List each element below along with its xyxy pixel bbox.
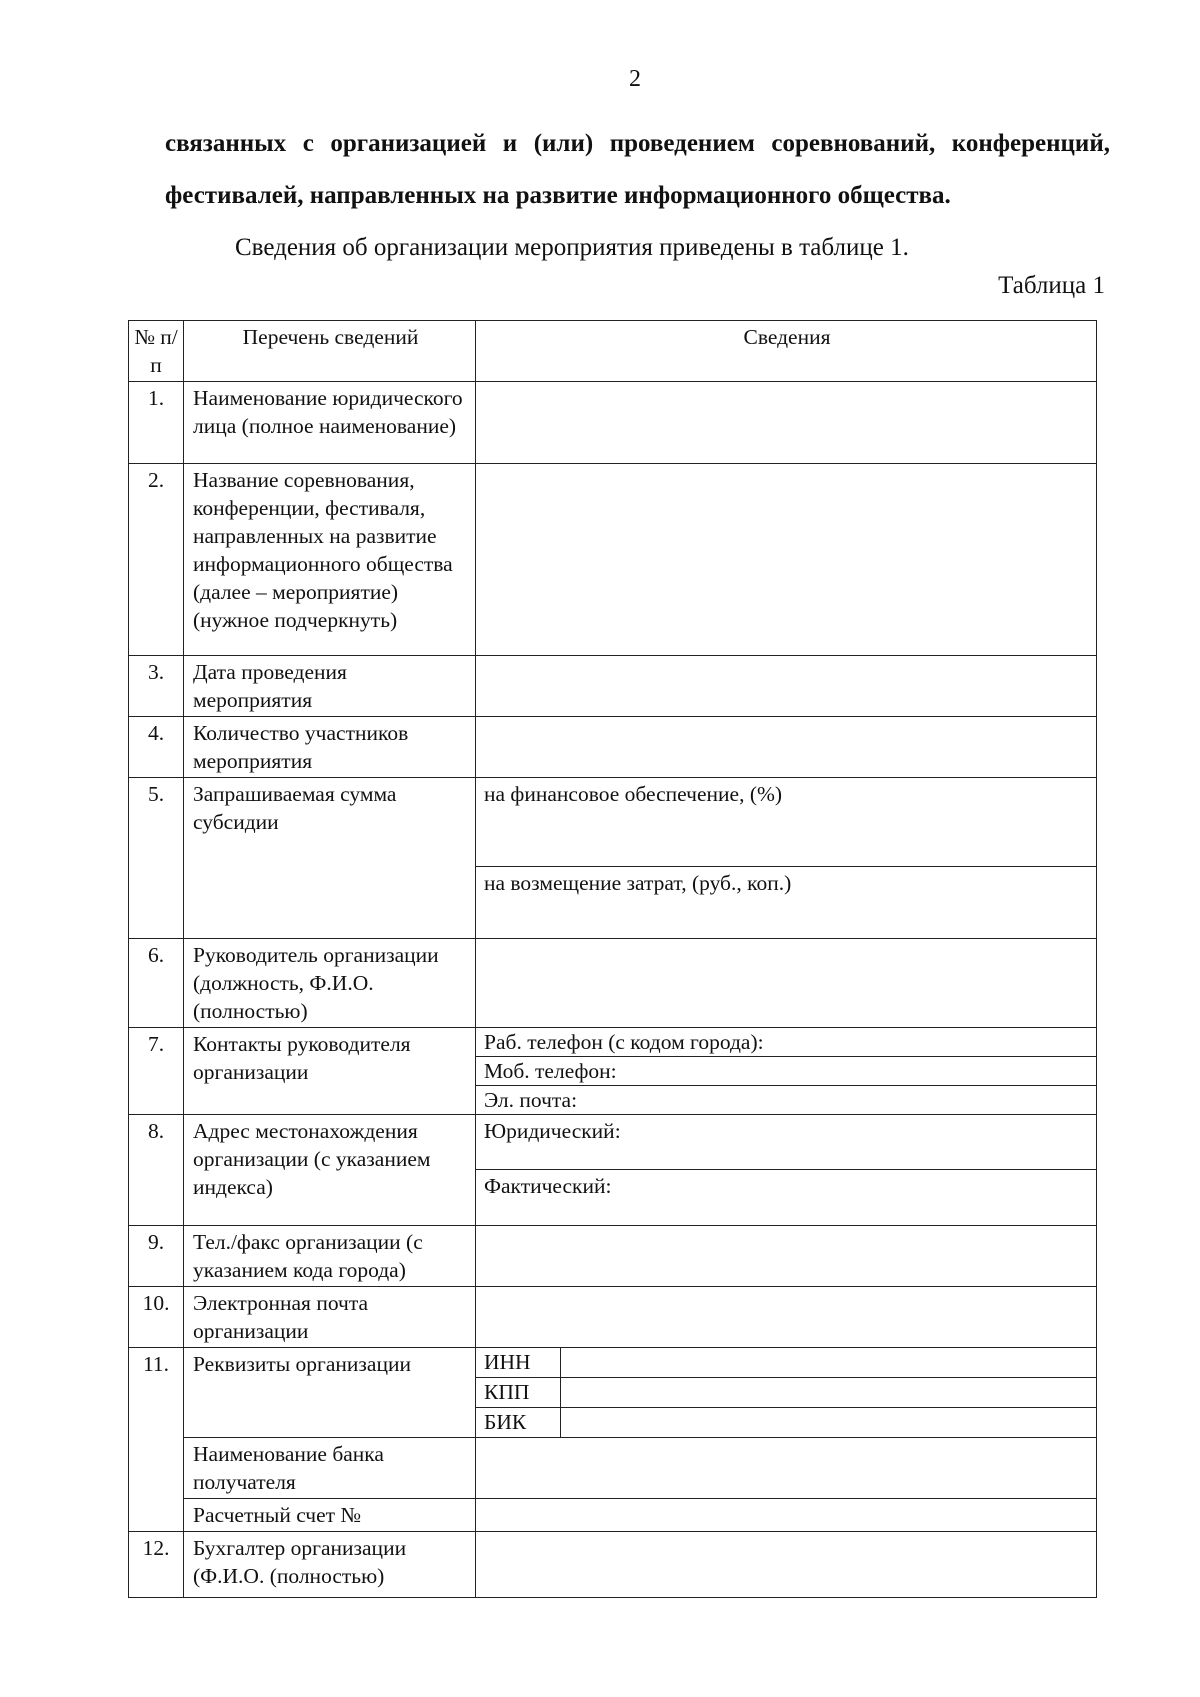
row-value-field[interactable]: [476, 717, 1097, 778]
intro-line-1: связанных с организацией и (или) проведением соревнований, конференций,: [165, 130, 1110, 157]
inn-field[interactable]: [561, 1348, 1096, 1377]
actual-address-field[interactable]: Фактический:: [484, 1174, 612, 1198]
row-label: Контакты руководителя организации: [184, 1028, 476, 1115]
row-label: Количество участников мероприятия: [184, 717, 476, 778]
organization-info-table: [128, 320, 1097, 1598]
legal-address-field[interactable]: Юридический:: [476, 1115, 1096, 1170]
row-number: 12.: [129, 1532, 184, 1598]
kpp-field[interactable]: [561, 1378, 1096, 1407]
table-row: [129, 939, 1097, 1028]
work-phone-field[interactable]: [476, 1028, 1096, 1057]
row-label: Запрашиваемая сумма субсидии: [184, 778, 476, 939]
table-row: [129, 1287, 1097, 1348]
row-label: Наименование юридического лица (полное наименование): [184, 382, 476, 464]
row-label: Дата проведения мероприятия: [184, 656, 476, 717]
table-row: [129, 1226, 1097, 1287]
bik-field[interactable]: [561, 1408, 1096, 1437]
table-row: [129, 1028, 1097, 1115]
header-num: № п/п: [129, 321, 184, 382]
requisites-values: [476, 1348, 1097, 1438]
header-info: Сведения: [476, 321, 1097, 382]
table-row: [129, 1115, 1097, 1226]
mobile-phone-label: Моб. телефон:: [484, 1059, 617, 1083]
row-label: Бухгалтер организации (Ф.И.О. (полностью): [184, 1532, 476, 1598]
row-label: Тел./факс организации (с указанием кода города): [184, 1226, 476, 1287]
row-value-field[interactable]: [476, 939, 1097, 1028]
inn-label: ИНН: [476, 1348, 561, 1377]
table-row: [129, 464, 1097, 656]
row-number: [129, 1499, 184, 1532]
row-label: Наименование банка получателя: [184, 1438, 476, 1499]
contact-values: [476, 1028, 1097, 1115]
row-label: Название соревнования, конференции, фестиваля, направленных на развитие информационного общества (далее – мероприятие) (нужное подчеркнуть): [184, 464, 476, 656]
mobile-phone-field[interactable]: [476, 1057, 1096, 1086]
table-row: [129, 656, 1097, 717]
row-number: 1.: [129, 382, 184, 464]
intro-line-3: Сведения об организации мероприятия приведены в таблице 1.: [235, 234, 909, 261]
table-row: [129, 1499, 1097, 1532]
row-value-field[interactable]: [476, 1438, 1097, 1499]
subsidy-compensation-field[interactable]: на возмещение затрат, (руб., коп.): [484, 871, 792, 895]
row-label: Адрес местонахождения организации (с указанием индекса): [184, 1115, 476, 1226]
table-row: [129, 717, 1097, 778]
table-row: [129, 1348, 1097, 1438]
inn-row: [476, 1348, 1096, 1378]
row-number: 3.: [129, 656, 184, 717]
row-number: [129, 1438, 184, 1499]
table-row: [129, 1532, 1097, 1598]
intro-line-2: фестивалей, направленных на развитие информационного общества.: [165, 182, 951, 209]
subsidy-percent-field[interactable]: на финансовое обеспечение, (%): [476, 778, 1096, 867]
kpp-label: КПП: [476, 1378, 561, 1407]
page-number: 2: [629, 66, 641, 92]
kpp-row: [476, 1378, 1096, 1408]
row-number: 10.: [129, 1287, 184, 1348]
row-number: 5.: [129, 778, 184, 939]
email-label: Эл. почта:: [484, 1088, 578, 1112]
row-value-field[interactable]: [476, 1287, 1097, 1348]
row-label: Расчетный счет №: [184, 1499, 476, 1532]
row-value-field[interactable]: [476, 656, 1097, 717]
row-label: Руководитель организации (должность, Ф.И.О. (полностью): [184, 939, 476, 1028]
row-value-field[interactable]: [476, 1532, 1097, 1598]
address-values: [476, 1115, 1097, 1226]
row-number: 9.: [129, 1226, 184, 1287]
header-list: Перечень сведений: [184, 321, 476, 382]
bik-row: [476, 1408, 1096, 1437]
table-row: [129, 382, 1097, 464]
email-field[interactable]: [476, 1086, 1096, 1114]
row-number: 2.: [129, 464, 184, 656]
row-value-field[interactable]: [476, 1226, 1097, 1287]
row-number: 11.: [129, 1348, 184, 1438]
row-value-field[interactable]: [476, 382, 1097, 464]
row-number: 4.: [129, 717, 184, 778]
row-number: 6.: [129, 939, 184, 1028]
subsidy-values: [476, 778, 1097, 939]
row-value-field[interactable]: [476, 464, 1097, 656]
row-number: 8.: [129, 1115, 184, 1226]
row-value-field[interactable]: [476, 1499, 1097, 1532]
table-row: [129, 778, 1097, 939]
work-phone-label: Раб. телефон (с кодом города):: [484, 1030, 764, 1054]
table-row: [129, 1438, 1097, 1499]
row-label: Реквизиты организации: [184, 1348, 476, 1438]
row-label: Электронная почта организации: [184, 1287, 476, 1348]
table-caption: Таблица 1: [998, 272, 1105, 299]
row-number: 7.: [129, 1028, 184, 1115]
bik-label: БИК: [476, 1408, 561, 1437]
intro-paragraph: [165, 118, 1110, 274]
table-header-row: [129, 321, 1097, 382]
